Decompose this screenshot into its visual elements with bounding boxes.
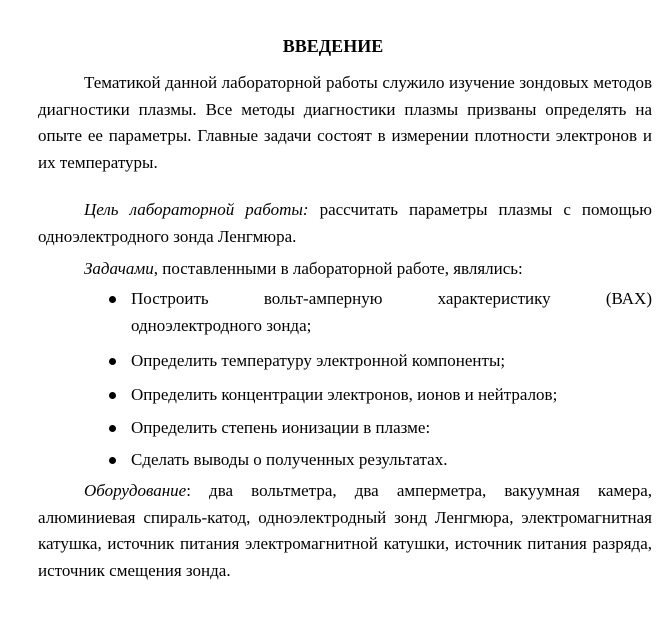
list-item: [131, 447, 652, 474]
bullet-icon: [109, 457, 116, 464]
tasks-label: Задачами: [84, 259, 154, 278]
list-item-first-line: [131, 286, 652, 313]
list-item: [131, 382, 652, 409]
intro-paragraph: Тематикой данной лабораторной работы служило изучение зондовых методов диагностики плазмы. Все методы диагностики плазмы призваны определять на опыте ее параметры. Главные задачи состоят в измерении плотности электронов и их температуры.: [38, 73, 652, 172]
list-item-word: характеристику: [437, 289, 551, 308]
list-item-word: Построить: [131, 289, 209, 308]
list-item-text: Сделать выводы о полученных результатах.: [131, 450, 448, 469]
list-item-text: Определить степень ионизации в плазме:: [131, 418, 431, 437]
list-item-word: (ВАХ): [605, 289, 652, 308]
tasks-intro-text: , поставленными в лабораторной работе, являлись:: [153, 259, 523, 278]
goal-label: Цель лабораторной работы:: [84, 200, 309, 219]
list-item: [131, 286, 652, 339]
list-item-text: Определить температуру электронной компоненты;: [131, 351, 506, 370]
equipment-label: Оборудование: [84, 481, 187, 500]
bullet-icon: [109, 425, 116, 432]
bullet-icon: [109, 392, 116, 399]
list-item: [131, 415, 652, 442]
bullet-icon: [109, 358, 116, 365]
list-item-continuation: одноэлектродного зонда;: [131, 315, 312, 335]
list-item: [131, 348, 652, 375]
list-item-text: Определить концентрации электронов, ионов и нейтралов;: [131, 385, 558, 404]
bullet-icon: [109, 296, 116, 303]
tasks-intro-paragraph: [38, 256, 652, 283]
goal-text: рассчитать параметры плазмы с помощью одноэлектродного зонда Ленгмюра.: [38, 200, 653, 246]
equipment-text: : два вольтметра, два амперметра, вакуумная камера, алюминиевая спираль-катод, одноэлектродный зонд Ленгмюра, электромагнитная катушка, источник питания электромагнитной катушки, источник питания разряда, источник смещения зонда.: [38, 481, 652, 580]
goal-paragraph: [38, 197, 652, 250]
list-item-word: вольт-амперную: [263, 289, 383, 308]
equipment-paragraph: [38, 478, 652, 584]
section-title: ВВЕДЕНИЕ: [282, 36, 384, 56]
